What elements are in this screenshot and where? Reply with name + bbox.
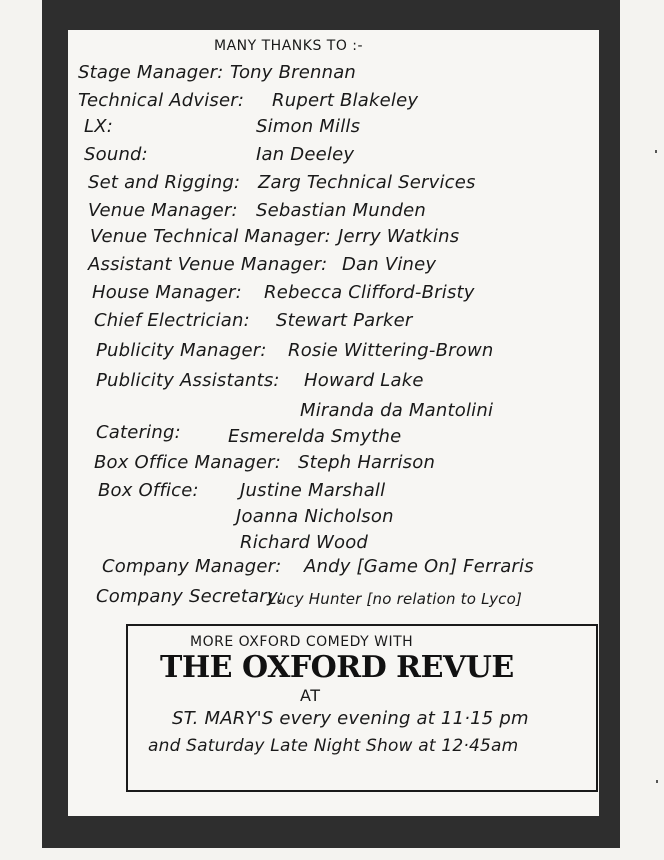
credit-name: Stewart Parker	[276, 310, 413, 331]
credit-name: Steph Harrison	[298, 452, 436, 473]
credit-role: Venue Technical Manager:	[90, 226, 331, 247]
credit-role: Venue Manager:	[88, 200, 238, 221]
scan-speck	[656, 780, 658, 783]
promo-late-show-line: and Saturday Late Night Show at 12·45am	[148, 736, 519, 756]
credit-name: Miranda da Mantolini	[300, 400, 494, 421]
credit-name: Dan Viney	[342, 254, 437, 275]
credit-role: LX:	[84, 116, 114, 137]
credit-name: Zarg Technical Services	[258, 172, 476, 193]
credit-role: Technical Adviser:	[78, 90, 245, 111]
credit-name: Joanna Nicholson	[236, 506, 394, 527]
credit-role: Publicity Manager:	[96, 340, 267, 361]
credit-name: Howard Lake	[304, 370, 424, 391]
credit-role: Box Office Manager:	[94, 452, 282, 473]
promo-tagline: MORE OXFORD COMEDY WITH	[190, 634, 414, 650]
credit-name: Simon Mills	[256, 116, 361, 137]
credit-role: Chief Electrician:	[94, 310, 250, 331]
credit-name: Jerry Watkins	[338, 226, 460, 247]
credit-name: Ian Deeley	[256, 144, 355, 165]
credit-role: Assistant Venue Manager:	[88, 254, 328, 275]
promo-at: AT	[300, 686, 321, 705]
credit-role: Company Manager:	[102, 556, 282, 577]
credit-name: Esmerelda Smythe	[228, 426, 402, 447]
credit-name: Rebecca Clifford-Bristy	[264, 282, 475, 303]
credit-role: Sound:	[84, 144, 148, 165]
credit-role: Catering:	[96, 422, 181, 443]
credit-role: House Manager:	[92, 282, 242, 303]
credit-name: Richard Wood	[240, 532, 369, 553]
credit-name: Andy [Game On] Ferraris	[304, 556, 534, 577]
credit-name: Rosie Wittering-Brown	[288, 340, 494, 361]
promo-venue-line: ST. MARY'S every evening at 11·15 pm	[172, 708, 529, 729]
credit-name: Rupert Blakeley	[272, 90, 419, 111]
credit-role: Box Office:	[98, 480, 199, 501]
promo-title: THE OXFORD REVUE	[160, 650, 514, 685]
credit-name: Sebastian Munden	[256, 200, 427, 221]
thanks-header: MANY THANKS TO :-	[214, 38, 364, 54]
credit-role: Company Secretary:	[96, 586, 285, 607]
credit-role: Set and Rigging:	[88, 172, 241, 193]
credit-name: Lucy Hunter [no relation to Lyco]	[268, 590, 523, 608]
credit-name: Justine Marshall	[240, 480, 386, 501]
credit-name: Tony Brennan	[230, 62, 357, 83]
credit-role: Publicity Assistants:	[96, 370, 280, 391]
scan-speck	[655, 150, 657, 153]
credit-role: Stage Manager:	[78, 62, 224, 83]
